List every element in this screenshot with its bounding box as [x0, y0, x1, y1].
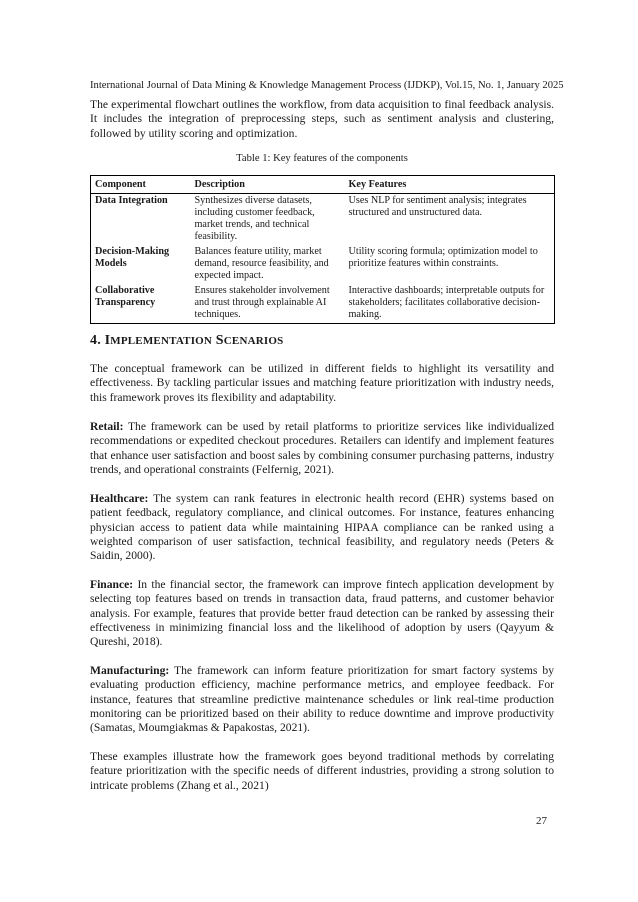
row-features: Uses NLP for sentiment analysis; integrates structured and unstructured data.: [348, 195, 527, 218]
manufacturing-label: Manufacturing:: [90, 664, 170, 677]
table-row: [91, 194, 555, 246]
section-heading: [90, 333, 283, 349]
key-features-table: [90, 175, 555, 324]
table-header-row: [91, 176, 555, 194]
page-number: 27: [536, 815, 547, 827]
section-number: 4.: [90, 333, 101, 348]
table-row: [91, 245, 555, 284]
row-description: Synthesizes diverse datasets, including customer feedback, market trends, and technical feasibility.: [194, 195, 315, 242]
retail-label: Retail:: [90, 420, 124, 433]
row-features: Interactive dashboards; interpretable outputs for stakeholders; facilitates collaborative decision-making.: [348, 285, 545, 320]
row-description: Balances feature utility, market demand, resource feasibility, and expected impact.: [194, 246, 329, 281]
table-row: [91, 284, 555, 324]
row-description: Ensures stakeholder involvement and trust through explainable AI techniques.: [194, 285, 330, 320]
section-title-word2: SCENARIOS: [215, 333, 284, 348]
manufacturing-paragraph: Manufacturing: The framework can inform feature prioritization for smart factory systems by evaluating production efficiency, machine performance metrics, and employee feedback. For instance, features that streamline predictive maintenance schedules or link real-time production monitoring can be prioritized based on their ability to reduce downtime and improve productivity (Samatas, Moumgiakmas & Papakostas, 2021).: [90, 664, 554, 735]
finance-paragraph: Finance: In the financial sector, the framework can improve fintech application development by selecting top features based on trends in transaction data, fraud patterns, and customer behavior analysis. For example, features that provide better fraud detection can be ranked by assessing their effectiveness in minimizing financial loss and the likelihood of adoption by users (Qayyum & Qureshi, 2018).: [90, 578, 554, 649]
conclusion-paragraph: These examples illustrate how the framework goes beyond traditional methods by correlating feature prioritization with the specific needs of different industries, providing a strong solution to intricate problems (Zhang et al., 2021): [90, 750, 554, 792]
finance-label: Finance:: [90, 578, 134, 591]
row-component: Collaborative Transparency: [95, 285, 156, 308]
header-key-features: Key Features: [345, 176, 555, 194]
healthcare-paragraph: Healthcare: The system can rank features in electronic health record (EHR) systems based on patient feedback, regulatory compliance, and clinical outcomes. For instance, features enhancing physician access to patient data while maintaining HIPAA compliance can be ranked using a weighted comparison of user satisfaction, technical feasibility, and regulatory needs (Peters & Saidin, 2000).: [90, 492, 554, 563]
row-component: Decision-Making Models: [95, 246, 170, 269]
running-header: International Journal of Data Mining & Knowledge Management Process (IJDKP), Vol.15, No. 1, January 2025: [90, 80, 564, 91]
healthcare-label: Healthcare:: [90, 492, 149, 505]
intro-paragraph: The experimental flowchart outlines the workflow, from data acquisition to final feedback analysis. It includes the integration of preprocessing steps, such as sentiment analysis and clustering, followed by utility scoring and optimization.: [90, 98, 554, 140]
row-component: Data Integration: [95, 195, 168, 206]
overview-paragraph: The conceptual framework can be utilized in different fields to highlight its versatility and effectiveness. By tackling particular issues and matching feature prioritization with industry needs, this framework proves its flexibility and adaptability.: [90, 362, 554, 404]
header-description: Description: [191, 176, 345, 194]
retail-paragraph: Retail: The framework can be used by retail platforms to prioritize services like individualized recommendations or expedited checkout procedures. Retailers can identify and implement features that enhance user satisfaction and boost sales by combining consumer purchasing patterns, industry trends, and operational constraints (Felfernig, 2021).: [90, 420, 554, 476]
section-title-word1: IMPLEMENTATION: [104, 333, 213, 348]
header-component: Component: [91, 176, 191, 194]
row-features: Utility scoring formula; optimization model to prioritize features within constraints.: [348, 246, 538, 269]
table-caption: Table 1: Key features of the components: [236, 153, 408, 164]
